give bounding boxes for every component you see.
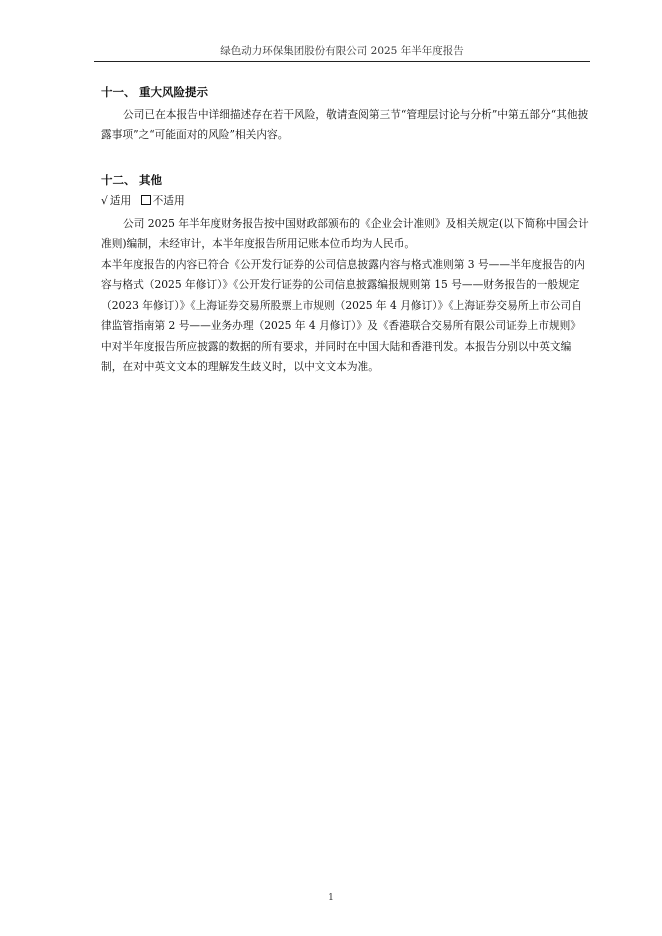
option-not-applicable xyxy=(141,193,185,209)
section-12-number: 十二、 xyxy=(101,173,136,187)
checkmark-icon: √ xyxy=(101,194,108,207)
option-not-applicable-label: 不适用 xyxy=(152,194,185,207)
section-11-title: 重大风险提示 xyxy=(139,85,208,99)
section-12-paragraph-2: 本半年度报告的内容已符合《公开发行证券的公司信息披露内容与格式准则第 3 号——半年度报告的内容与格式（2025 年修订）》《公开发行证券的公司信息披露编报规则第 15 号——财务报告的一般规定（2023 年修订）》《上海证券交易所股票上市规则（2025 年 4 月修订）》《上海证券交易所上市公司自律监管指南第 2 号——业务办理（2025 年 4 月修订）》及《香港联合交易所有限公司证券上市规则》中对半年度报告所应披露的数据的所有要求，并同时在中国大陆和香港刊发。本报告分别以中英文编制，在对中英文文本的理解发生歧义时，以中文文本为准。 xyxy=(101,258,585,374)
option-applicable-label: 适用 xyxy=(109,194,132,207)
header-divider xyxy=(94,61,590,62)
section-11-heading xyxy=(101,84,208,100)
section-12-heading xyxy=(101,172,162,188)
applicability-options xyxy=(101,193,191,209)
section-11-number: 十一、 xyxy=(101,85,136,99)
section-12-paragraph-1: 公司 2025 年半年度财务报告按中国财政部颁布的《企业会计准则》及相关规定(以下简称中国会计准则)编制，未经审计，本半年度报告所用记账本位币均为人民币。 xyxy=(101,217,589,251)
page-header: 绿色动力环保集团股份有限公司 2025 年半年度报告 xyxy=(220,45,464,57)
empty-checkbox-icon xyxy=(141,195,151,205)
section-11-text: 公司已在本报告中详细描述存在若干风险，敬请查阅第三节“管理层讨论与分析”中第五部分“其他披露事项”之“可能面对的风险”相关内容。 xyxy=(101,108,589,142)
option-applicable xyxy=(101,193,131,209)
page-number: 1 xyxy=(328,893,334,903)
section-12-title: 其他 xyxy=(139,173,162,187)
